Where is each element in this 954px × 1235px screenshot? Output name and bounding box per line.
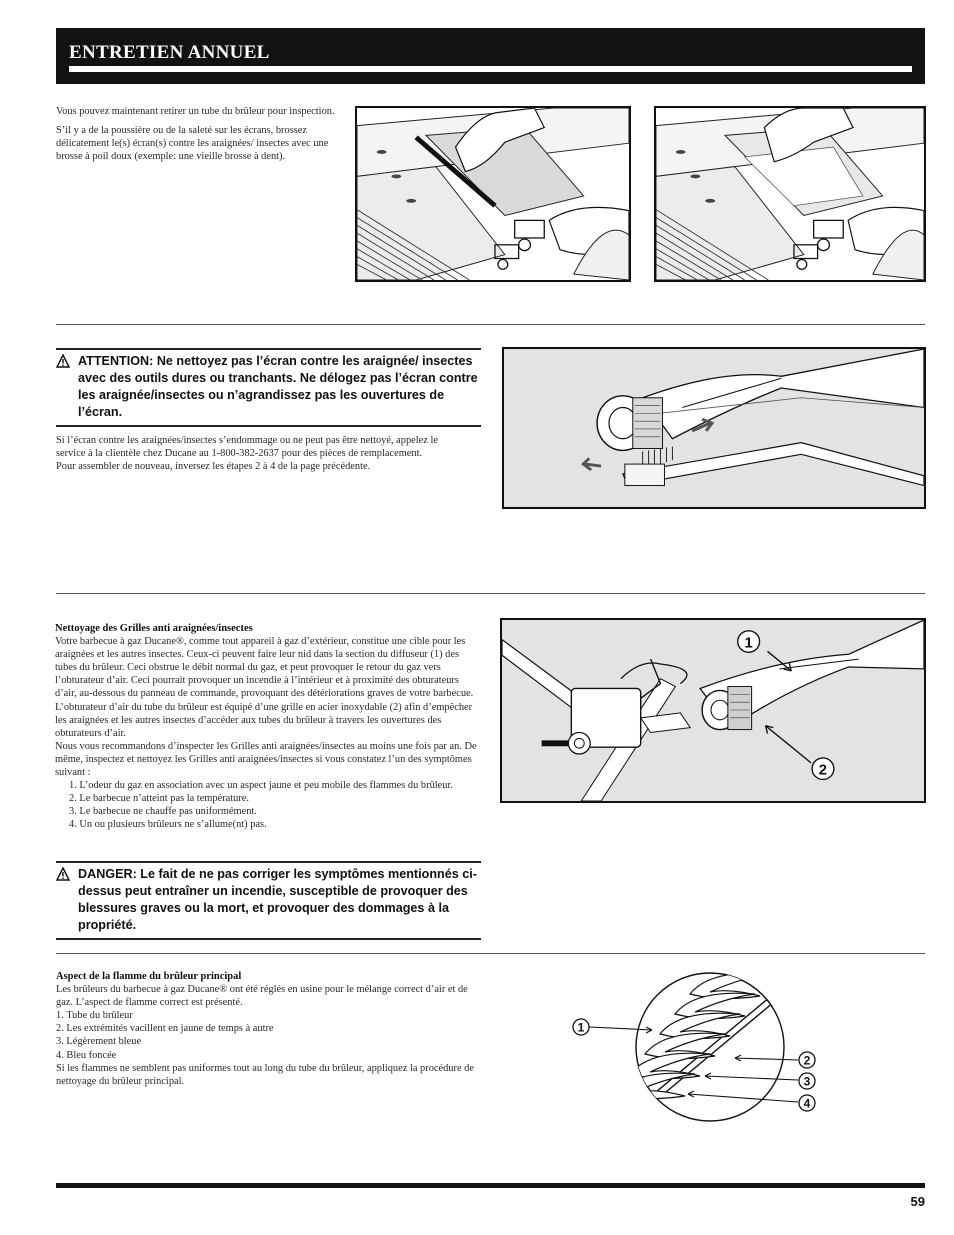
divider-3 [56, 953, 925, 954]
section4-text [56, 970, 486, 1088]
figure-burner-removal-right [654, 106, 926, 282]
danger-warning [56, 866, 481, 936]
callout-4: 4 [803, 1096, 811, 1111]
list-item: 3. Légèrement bleue [56, 1036, 142, 1048]
figure-spider-screen [500, 618, 926, 803]
attention-bottom-rule [56, 425, 481, 427]
danger-bottom-rule [56, 938, 481, 940]
section3-text [55, 622, 480, 832]
section4-heading: Aspect de la flamme du brûleur principal [56, 971, 242, 982]
figure-burner-removal-left [355, 106, 631, 282]
attention-warning [56, 353, 481, 423]
section2-text [56, 434, 451, 473]
warning-triangle-icon [56, 354, 70, 368]
divider-1 [56, 324, 925, 325]
callout-1: 1 [577, 1020, 585, 1035]
callout-3: 3 [803, 1074, 811, 1089]
callout-1: 1 [744, 635, 753, 652]
list-item: 2. Le barbecue n’atteint pas la température. [69, 793, 250, 805]
callout-2: 2 [818, 762, 828, 779]
section2-paragraph-1: Si l’écran contre les araignées/insectes s’endommage ou ne peut pas être nettoyé, appelez le service à la clientèle chez Ducane au 1-800-382-2637 pour des pièces de remplacement. [56, 435, 438, 460]
section3-paragraph-2: L’obturateur d’air du tube du brûleur est équipé d’une grille en acier inoxydable (2) afin d’empêcher les araignées et les autres insectes d’accéder aux tubes du brûleur à travers les ouvertures des obturateurs d’air. [55, 701, 473, 739]
section-header [56, 28, 925, 84]
page-number: 59 [910, 1194, 925, 1209]
danger-top-rule [56, 861, 481, 863]
list-item: 4. Bleu foncée [56, 1049, 117, 1061]
section4-paragraph-2: Si les flammes ne semblent pas uniformes tout au long du tube du brûleur, appliquez la procédure de nettoyage du brûleur principal. [56, 1062, 474, 1087]
figure-flame-appearance [570, 972, 820, 1122]
page-title: ENTRETIEN ANNUEL [69, 42, 270, 63]
symptom-list [55, 779, 480, 831]
section1-text [56, 105, 341, 163]
section3-paragraph-1: Votre barbecue à gaz Ducane®, comme tout appareil à gaz d’extérieur, constitue une cible pour les araignées et les autres insectes. Ceux-ci peuvent faire leur nid dans la section du diffuseur (1) des tubes du brûleur. Ceci obstrue le débit normal du gaz, et peut provoquer le retour du gaz vers l’obturateur d’air. Ceci pourrait provoquer un incendie à l’intérieur et à proximité des obturateurs d’air, au-dessous du panneau de commande, provoquant des détériorations graves de votre barbecue. [55, 636, 474, 700]
list-item: 3. Le barbecue ne chauffe pas uniformément. [69, 806, 257, 818]
callout-2: 2 [803, 1053, 811, 1068]
warning-triangle-icon [56, 867, 70, 881]
list-item: 1. L’odeur du gaz en association avec un aspect jaune et peu mobile des flammes du brûleur. [69, 780, 453, 792]
figure-brush-screen [502, 347, 926, 509]
attention-top-rule [56, 348, 481, 350]
header-underline [69, 66, 912, 72]
attention-text: ATTENTION: Ne nettoyez pas l’écran contre les araignée/ insectes avec des outils dures ou tranchants. Ne délogez pas l’écran contre les araignée/insectes ou n’agrandissez pas les ouvertures de l’écran. [78, 354, 478, 419]
section2-paragraph-2: Pour assembler de nouveau, inversez les étapes 2 à 4 de la page précédente. [56, 461, 371, 473]
section3-paragraph-3: Nous vous recommandons d’inspecter les Grilles anti araignées/insectes au moins une fois par an. De même, inspectez et nettoyez les Grilles anti araignées/insectes si vous constatez l’un des symptômes suivant : [55, 740, 477, 779]
section3-heading: Nettoyage des Grilles anti araignées/insectes [55, 623, 253, 634]
list-item: 4. Un ou plusieurs brûleurs ne s’allume(nt) pas. [69, 819, 267, 831]
section1-paragraph-1: Vous pouvez maintenant retirer un tube du brûleur pour inspection. [56, 106, 335, 117]
section1-paragraph-2: S’il y a de la poussière ou de la saleté sur les écrans, brossez délicatement le(s) écran(s) contre les araignées/ insectes avec une brosse à poil doux (exemple: une vieille brosse à dent). [56, 125, 329, 163]
list-item: 1. Tube du brûleur [56, 1010, 133, 1022]
divider-2 [56, 593, 925, 594]
danger-text: DANGER: Le fait de ne pas corriger les symptômes mentionnés ci-dessus peut entraîner un incendie, susceptible de provoquer des blessures graves ou la mort, et provoquer des dommages à la propriété. [78, 867, 477, 932]
list-item: 2. Les extrémités vacillent en jaune de temps à autre [56, 1023, 274, 1035]
section4-paragraph-1: Les brûleurs du barbecue à gaz Ducane® ont été réglés en usine pour le mélange correct d’air et de gaz. L’aspect de flamme correct est présenté. [56, 984, 468, 1009]
footer-rule [56, 1183, 925, 1188]
